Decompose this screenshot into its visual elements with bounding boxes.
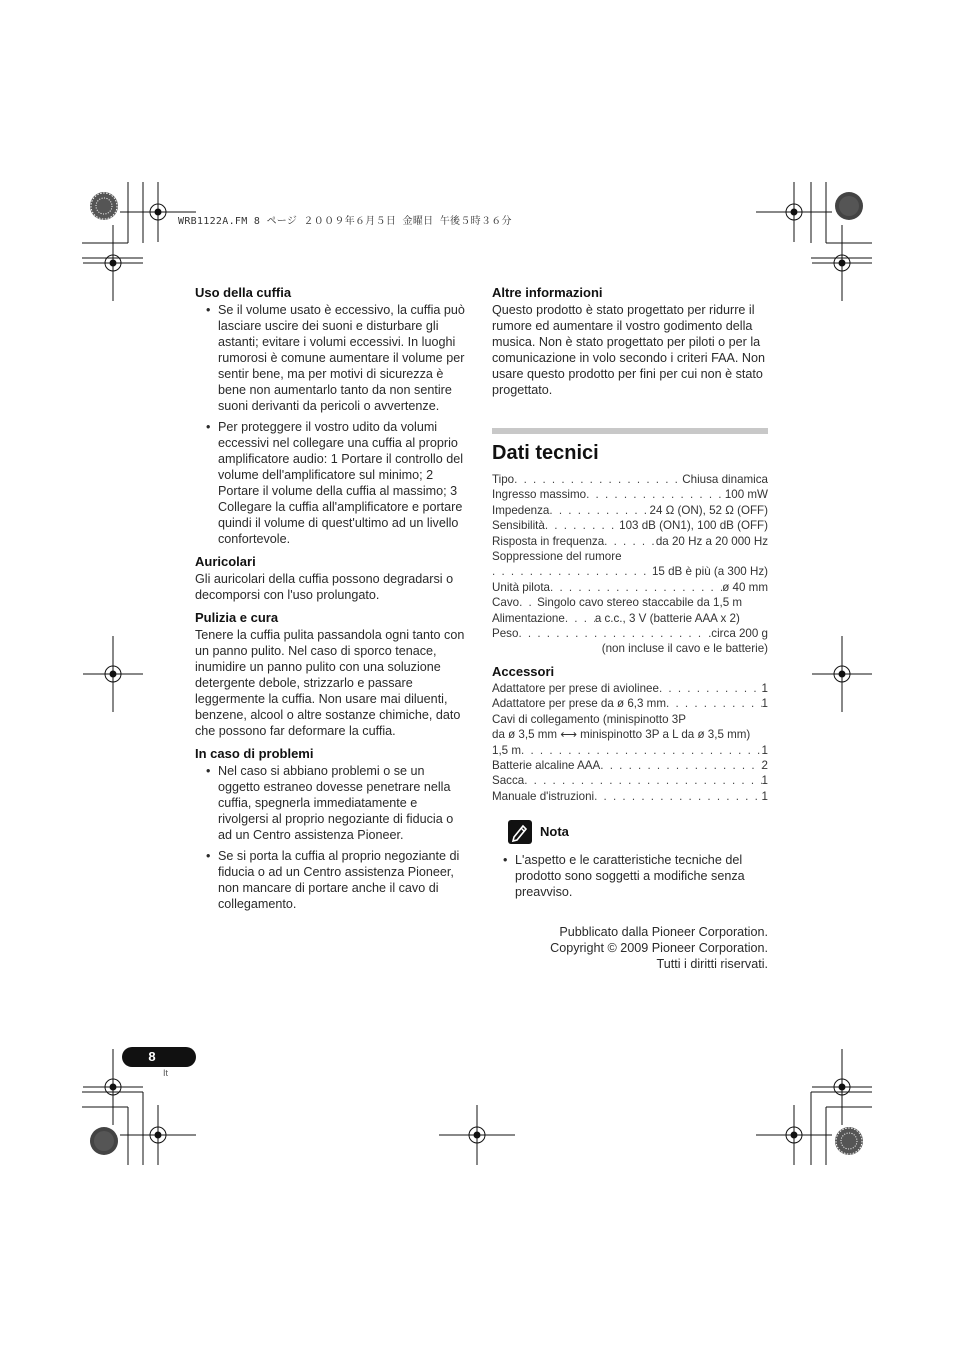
spec-label: Cavo bbox=[492, 596, 520, 610]
spec-soppressione-label: Soppressione del rumore bbox=[492, 550, 622, 564]
section-auricolari bbox=[195, 553, 470, 603]
spec-value: 103 dB (ON1), 100 dB (OFF) bbox=[619, 519, 768, 533]
accessory-row bbox=[492, 743, 768, 758]
nota-label: Nota bbox=[540, 824, 569, 840]
spec-value: .circa 200 g bbox=[708, 627, 768, 641]
spec-row bbox=[492, 518, 768, 533]
section-problemi bbox=[195, 745, 470, 912]
list-item: • Nel caso si abbiano problemi o se un oggetto estraneo dovesse penetrare nella cuffia, spegnerla immediatamente e rivolgersi al proprio negoziante di fiducia o ad un Centro assistenza Pioneer. bbox=[195, 763, 470, 843]
cavi-line-2a: da ø 3,5 mm bbox=[492, 728, 558, 742]
section-uso-cuffia bbox=[195, 284, 470, 547]
spec-label: Alimentazione bbox=[492, 611, 565, 625]
heading-accessori: Accessori bbox=[492, 663, 555, 679]
accessory-row bbox=[492, 681, 768, 696]
accessory-qty: 1 bbox=[761, 681, 768, 695]
double-arrow-icon: ⟷ bbox=[560, 728, 577, 742]
uso-bullet-list bbox=[195, 302, 470, 547]
spec-row bbox=[492, 472, 768, 487]
accessory-qty: 1 bbox=[761, 774, 768, 788]
spec-row bbox=[492, 534, 768, 549]
spec-label: Unità pilota bbox=[492, 580, 551, 594]
right-column bbox=[492, 284, 768, 972]
cavi-line-1: Cavi di collegamento (minispinotto 3P bbox=[492, 712, 686, 726]
spec-value: da 20 Hz a 20 000 Hz bbox=[655, 534, 768, 548]
spec-value: a c.c., 3 V (batterie AAA x 2) bbox=[594, 611, 740, 625]
page-number: 8 bbox=[148, 1049, 156, 1064]
section-altre-informazioni bbox=[492, 284, 768, 398]
accessory-qty: 2 bbox=[761, 758, 768, 772]
spec-label: Peso bbox=[492, 627, 519, 641]
spec-label: Tipo bbox=[492, 473, 515, 486]
list-item: • Se il volume usato è eccessivo, la cuffia può lasciare uscire dei suoni e disturbare gli astanti; evitare i volumi eccessivi. In luoghi rumorosi è comune aumentare il volume per sentir bene, ma per motivi di sicurezza è bene non aumentarlo tanto da non sentire suoni derivanti da pericoli o avvertenze. bbox=[195, 302, 470, 414]
spec-row bbox=[492, 487, 768, 502]
spec-value: Chiusa dinamica bbox=[682, 473, 768, 486]
accessory-row bbox=[492, 696, 768, 711]
accessory-qty: 1 bbox=[761, 789, 768, 803]
accessory-qty: 1 bbox=[761, 697, 768, 711]
spec-value: 100 mW bbox=[724, 488, 768, 502]
spec-label: Impedenza bbox=[492, 503, 550, 517]
heading-auricolari: Auricolari bbox=[195, 554, 256, 569]
auricolari-text: Gli auricolari della cuffia possono degradarsi o decomporsi con l'uso prolungato. bbox=[195, 572, 454, 602]
pencil-icon bbox=[508, 820, 532, 844]
nota-bullet-list bbox=[492, 852, 768, 900]
left-column bbox=[195, 284, 470, 918]
heading-uso-cuffia: Uso della cuffia bbox=[195, 285, 292, 300]
pulizia-text: Tenere la cuffia pulita passandola ogni tanto con un panno pulito. Nel caso di sporco tenace, inumidire un panno pulito con una soluzione detergente debole, strizzarlo e passare leggermente la cuffia. Non usare mai diluenti, benzene, alcool o altre sostanze chimiche, dato che possono far deformare la cuffia. bbox=[195, 628, 465, 738]
spec-row bbox=[492, 611, 768, 626]
page-number-badge bbox=[122, 1047, 196, 1067]
list-item: • Per proteggere il vostro udito da volumi eccessivi nel collegare una cuffia al proprio amplificatore audio: 1 Portare il controllo del volume dell'amplificatore sul minimo; 2 Portare il volume della cuffia al massimo; 3 Collegare la cuffia all'amplificatore e portare quindi il volume di quest'ultimo ad un livello confortevole. bbox=[195, 419, 470, 547]
accessory-label: 1,5 m bbox=[492, 743, 521, 757]
problemi-bullet-list bbox=[195, 763, 470, 912]
publisher-block bbox=[492, 924, 768, 972]
cavi-line-2b: minispinotto 3P a L da ø 3,5 mm) bbox=[580, 728, 751, 742]
accessory-row bbox=[492, 789, 768, 804]
spec-row bbox=[492, 595, 768, 610]
spec-row bbox=[492, 503, 768, 518]
cavi-line-2 bbox=[492, 727, 768, 742]
accessory-qty: 1 bbox=[761, 743, 768, 757]
spec-value: 24 Ω (ON), 52 Ω (OFF) bbox=[649, 503, 768, 517]
publisher-line: Pubblicato dalla Pioneer Corporation. bbox=[559, 925, 768, 940]
accessory-label: Adattatore per prese di aviolinee bbox=[492, 681, 659, 695]
spec-value: ø 40 mm bbox=[722, 580, 768, 594]
accessory-label: Sacca bbox=[492, 774, 525, 788]
section-divider-bar bbox=[492, 428, 768, 434]
accessory-row bbox=[492, 758, 768, 773]
spec-peso-note: (non incluse il cavo e le batterie) bbox=[601, 642, 768, 656]
nota-header bbox=[508, 820, 768, 844]
spec-label: Risposta in frequenza bbox=[492, 534, 605, 548]
spec-value: Singolo cavo stereo staccabile da 1,5 m bbox=[537, 596, 743, 610]
spec-label: Sensibilità bbox=[492, 519, 545, 533]
heading-altre-informazioni: Altre informazioni bbox=[492, 285, 603, 300]
altre-informazioni-text: Questo prodotto è stato progettato per ridurre il rumore ed aumentare il vostro godimento della musica. Non è stato progettato per piloti o per la comunicazione in volo secondo i criteri FAA. Non usare questo prodotto per fini per cui non è stato progettato. bbox=[492, 303, 765, 397]
list-item: • L'aspetto e le caratteristiche tecniche del prodotto sono soggetti a modifiche senza preavviso. bbox=[492, 852, 768, 900]
copyright-line: Copyright © 2009 Pioneer Corporation. bbox=[550, 941, 768, 956]
accessory-row bbox=[492, 773, 768, 788]
accessori-list bbox=[492, 681, 768, 804]
file-header-line: WRB1122A.FM 8 ページ ２００９年６月５日 金曜日 午後５時３６分 bbox=[178, 216, 512, 227]
accessory-label: Batterie alcaline AAA bbox=[492, 758, 601, 772]
spec-list bbox=[492, 472, 768, 657]
heading-dati-tecnici: Dati tecnici bbox=[492, 442, 599, 464]
heading-problemi: In caso di problemi bbox=[195, 746, 314, 761]
rights-line: Tutti i diritti riservati. bbox=[656, 957, 768, 972]
spec-row bbox=[492, 564, 768, 579]
accessory-label: Manuale d'istruzioni bbox=[492, 789, 595, 803]
spec-row bbox=[492, 580, 768, 595]
spec-soppressione-value: 15 dB è più (a 300 Hz) bbox=[651, 565, 768, 579]
spec-row bbox=[492, 626, 768, 641]
language-code: It bbox=[163, 1068, 169, 1078]
accessory-label: Adattatore per prese da ø 6,3 mm bbox=[492, 697, 666, 711]
list-item: • Se si porta la cuffia al proprio negoziante di fiducia o ad un Centro assistenza Pioneer, non mancare di portare anche il cavo di collegamento. bbox=[195, 848, 470, 912]
spec-label: Ingresso massimo bbox=[492, 488, 587, 502]
heading-pulizia: Pulizia e cura bbox=[195, 610, 279, 625]
section-pulizia bbox=[195, 609, 470, 739]
